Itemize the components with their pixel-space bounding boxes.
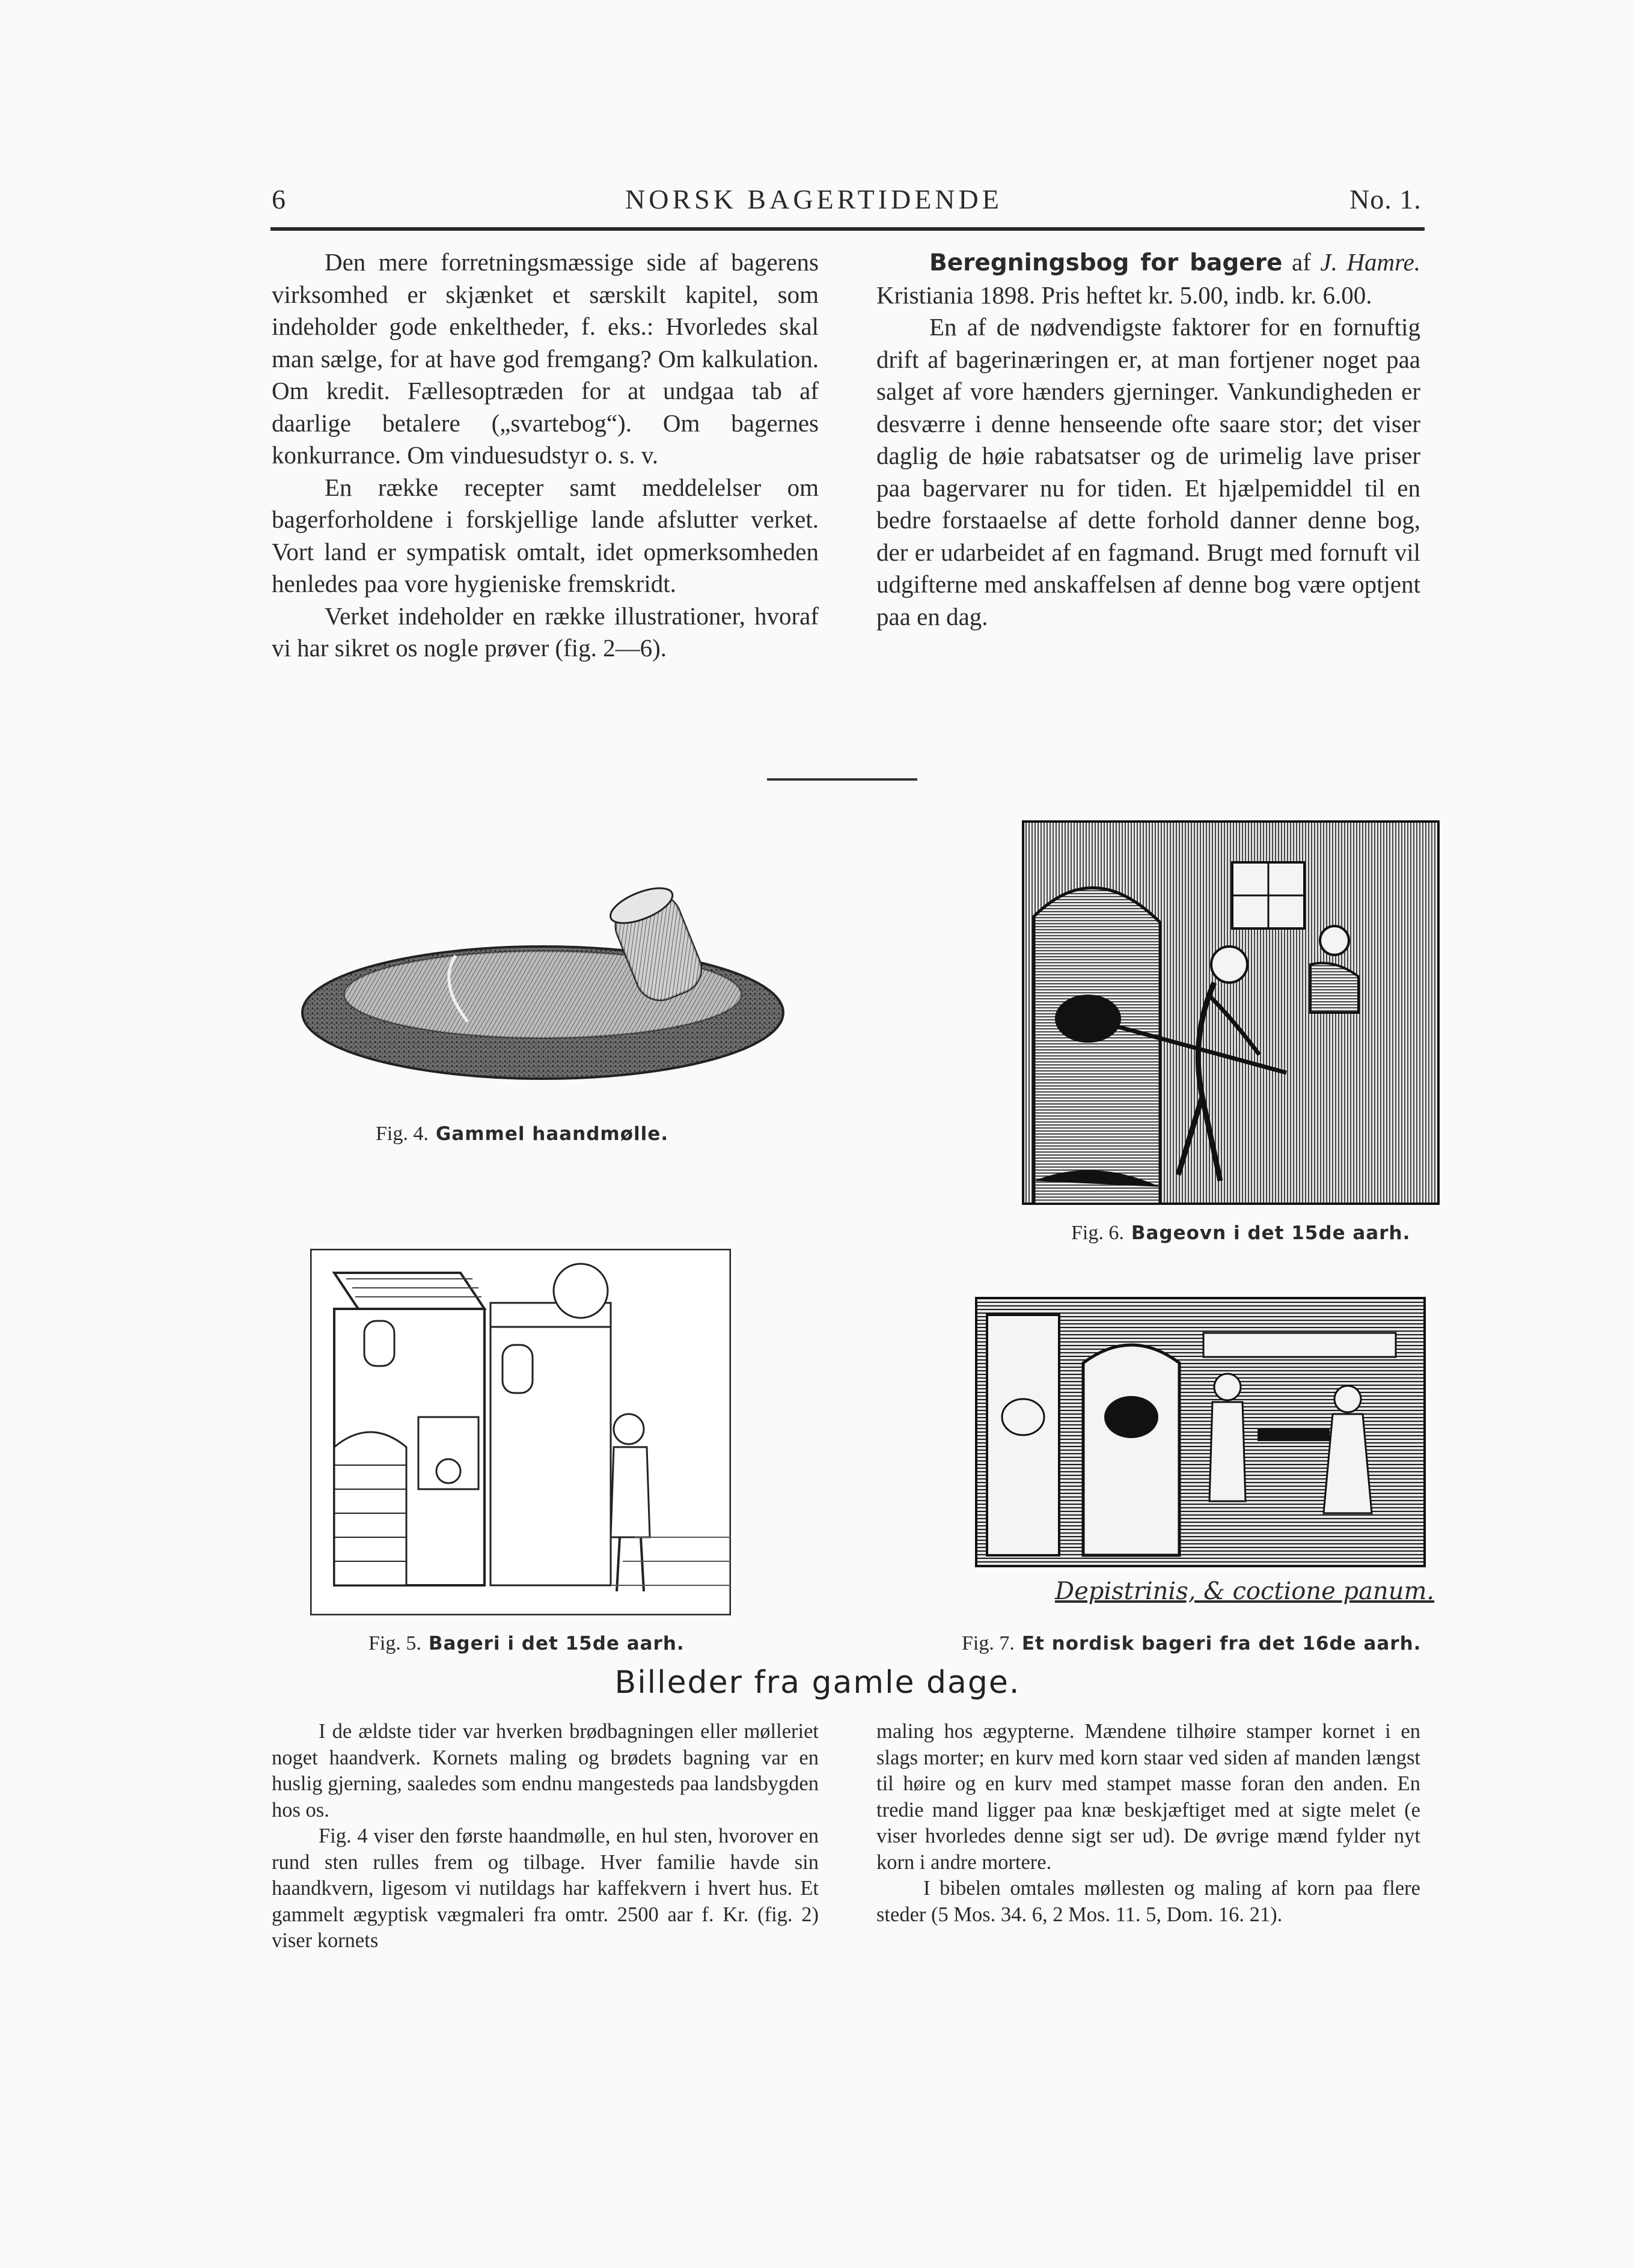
book-author: J. Hamre. xyxy=(1320,248,1420,276)
figure-4-title: Gammel haandmølle. xyxy=(435,1123,669,1145)
article-right-column xyxy=(876,1719,1420,1928)
figure-4-caption xyxy=(376,1123,668,1145)
figure-4-number: Fig. 4. xyxy=(376,1123,429,1145)
book-citation xyxy=(876,246,1420,311)
page-number: 6 xyxy=(272,184,286,215)
figure-6-bake-oven xyxy=(1022,820,1440,1205)
article-paragraph: I bibelen omtales møllesten og maling af korn paa flere steder (5 Mos. 34. 6, 2 Mos. 11. 5, Dom. 16. 21). xyxy=(876,1877,1420,1926)
oven-woodcut-illustration xyxy=(1022,820,1440,1205)
figure-4-hand-mill xyxy=(287,877,804,1106)
figure-6-number: Fig. 6. xyxy=(1071,1222,1124,1244)
article-paragraph: I de ældste tider var hverken brødbagningen eller mølleriet noget haandverk. Kornets maling og brødets bagning var en huslig gjerning, saaledes som endnu mangesteds paa landsbygden hos os. xyxy=(272,1720,819,1821)
article-paragraph: Fig. 4 viser den første haandmølle, en hul sten, hvorover en rund sten rulles frem og tilbage. Hver familie havde sin haandkvern, ligesom vi nutildags har kaffekvern i hvert hus. Et gammelt ægyptisk vægmaleri fra omtr. 2500 aar f. Kr. (fig. 2) viser kornets xyxy=(272,1824,819,1952)
article-paragraph: maling hos ægypterne. Mændene tilhøire stamper kornet i en slags morter; en kurv med korn staar ved siden af manden længst til høire og en kurv med stampet masse foran den anden. En tredie mand ligger paa knæ beskjæftiget med at sigte melet (e viser hvorledes denne sigt ser ud). De øvrige mænd fylder nyt korn i andre mortere. xyxy=(876,1720,1420,1874)
section-divider xyxy=(767,778,917,781)
figure-7-number: Fig. 7. xyxy=(962,1632,1015,1654)
figure-7-nordic-bakery xyxy=(975,1297,1426,1567)
left-paragraph: Verket indeholder en række illustrationer, hvoraf vi har sikret os nogle prøver (fig. 2—6). xyxy=(272,602,819,662)
journal-title: NORSK BAGERTIDENDE xyxy=(625,184,1003,215)
right-column xyxy=(876,246,1420,633)
figure-6-title: Bageovn i det 15de aarh. xyxy=(1131,1222,1411,1244)
figure-5-bakery xyxy=(310,1249,731,1615)
figure-7-title: Et nordisk bageri fra det 16de aarh. xyxy=(1021,1633,1422,1654)
article-left-column xyxy=(272,1719,819,1954)
review-paragraph: En af de nødvendigste faktorer for en fornuftig drift af bagerinæringen er, at man fortjener noget paa salget af vore hænders gjerninger. Vankundigheden er desværre i denne henseende ofte saare stor; det viser daglig de høie rabatsatser og de urimelig lave priser paa bagervarer nu for tiden. Et hjælpemiddel til en bedre forstaaelse af dette forhold danner denne bog, der er udarbeidet af en fagmand. Brugt med fornuft vil udgifterne med anskaffelsen af denne bog være optjent paa en dag. xyxy=(876,313,1420,630)
article-title: Billeder fra gamle dage. xyxy=(614,1665,1021,1701)
left-paragraph: En række recepter samt meddelelser om bagerforholdene i forskjellige lande afslutter verket. Vort land er sympatisk omtalt, idet opmerksomheden henledes paa vore hygieniske fremskridt. xyxy=(272,473,819,597)
header-rule xyxy=(270,227,1425,231)
left-paragraph: Den mere forretningsmæssige side af bagerens virksomhed er skjænket et særskilt kapitel, som indeholder gode enkeltheder, f. eks.: Hvorledes skal man sælge, for at have god fremgang? Om kalkulation. Om kredit. Fællesoptræden for at undgaa tab af daarlige betalere („svartebog“). Om bagernes konkurrance. Om vinduesudstyr o. s. v. xyxy=(272,248,819,469)
figure-5-caption xyxy=(368,1632,685,1655)
left-column xyxy=(272,246,819,665)
author-prefix: af xyxy=(1292,248,1311,276)
figure-6-caption xyxy=(1071,1222,1410,1245)
figure-7-caption xyxy=(962,1632,1421,1655)
figure-5-number: Fig. 5. xyxy=(368,1632,421,1654)
issue-number: No. 1. xyxy=(1349,184,1422,215)
book-publication: Kristiania 1898. Pris heftet kr. 5.00, indb. kr. 6.00. xyxy=(876,281,1372,309)
figure-5-title: Bageri i det 15de aarh. xyxy=(428,1633,685,1654)
book-title: Beregningsbog for bagere xyxy=(929,249,1283,276)
bakery-line-illustration xyxy=(310,1249,731,1615)
hand-mill-illustration xyxy=(287,877,804,1106)
nordic-bakery-woodcut xyxy=(975,1297,1426,1567)
figure-7-inscription: Depistrinis, & coctione panum. xyxy=(1055,1578,1435,1605)
